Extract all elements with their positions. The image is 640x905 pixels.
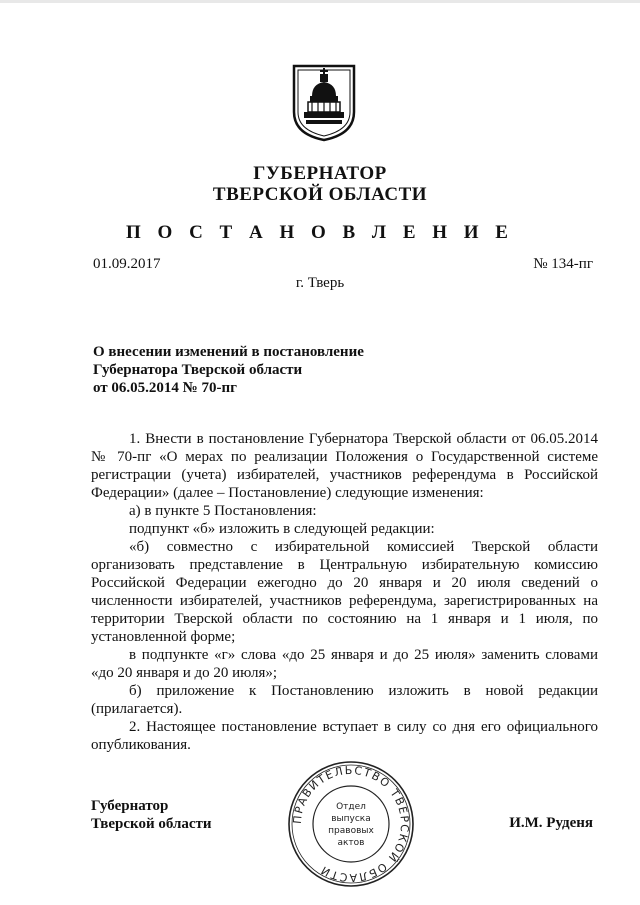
body-paragraph: а) в пункте 5 Постановления: <box>129 503 317 519</box>
document-number: № 134-пг <box>533 256 593 272</box>
body-paragraph: б) приложение к Постановлению изложить в новой редакции (прилагается). <box>91 683 598 717</box>
signatory-title <box>91 797 212 833</box>
body-paragraph: 2. Настоящее постановление вступает в силу со дня его официального опубликования. <box>91 719 598 753</box>
stamp-line: выпуска <box>331 814 371 824</box>
subject-line: Губернатора Тверской области <box>93 362 303 378</box>
stamp-line: правовых <box>328 826 374 836</box>
document-type: П О С Т А Н О В Л Е Н И Е <box>126 222 514 243</box>
body-paragraph: подпункт «б» изложить в следующей редакции: <box>129 521 435 537</box>
signatory-title-line: Губернатор <box>91 798 169 814</box>
document-body <box>91 430 598 754</box>
subject-line: от 06.05.2014 № 70-пг <box>93 380 237 396</box>
document-city: г. Тверь <box>295 275 345 291</box>
document-date: 01.09.2017 <box>93 256 161 272</box>
signatory-title-line: Тверской области <box>91 816 212 832</box>
issuer-title: ГУБЕРНАТОР <box>253 163 387 184</box>
stamp-line: Отдел <box>336 802 366 812</box>
body-paragraph: в подпункте «г» слова «до 25 января и до 25 июля» заменить словами «до 20 января и до 20 июля»; <box>91 647 598 681</box>
signatory-name: И.М. Руденя <box>509 815 593 831</box>
document-subject <box>93 343 364 397</box>
issuer-region: ТВЕРСКОЙ ОБЛАСТИ <box>212 184 428 205</box>
stamp-ring-text: ПРАВИТЕЛЬСТВО ТВЕРСКОЙ ОБЛАСТИ <box>290 763 412 885</box>
coat-of-arms-icon <box>290 62 358 142</box>
subject-line: О внесении изменений в постановление <box>93 344 364 360</box>
scan-top-edge <box>0 0 640 3</box>
official-stamp <box>286 759 416 889</box>
body-paragraph: «б) совместно с избирательной комиссией Тверской области организовать представление в Центральную избирательную комиссию Российской Федерации ежегодно до 20 января и 20 июля сведений о численности избирателей, участников референдума, зарегистрированных на территории Тверской области по состоянию на 1 января и 1 июля, по установленной форме; <box>91 539 598 645</box>
stamp-line: актов <box>337 838 365 848</box>
body-paragraph: 1. Внести в постановление Губернатора Тверской области от 06.05.2014 № 70-пг «О мерах по реализации Положения о Государственной системе регистрации (учета) избирателей, участников референдума в Российской Федерации» (далее – Постановление) следующие изменения: <box>91 431 598 501</box>
